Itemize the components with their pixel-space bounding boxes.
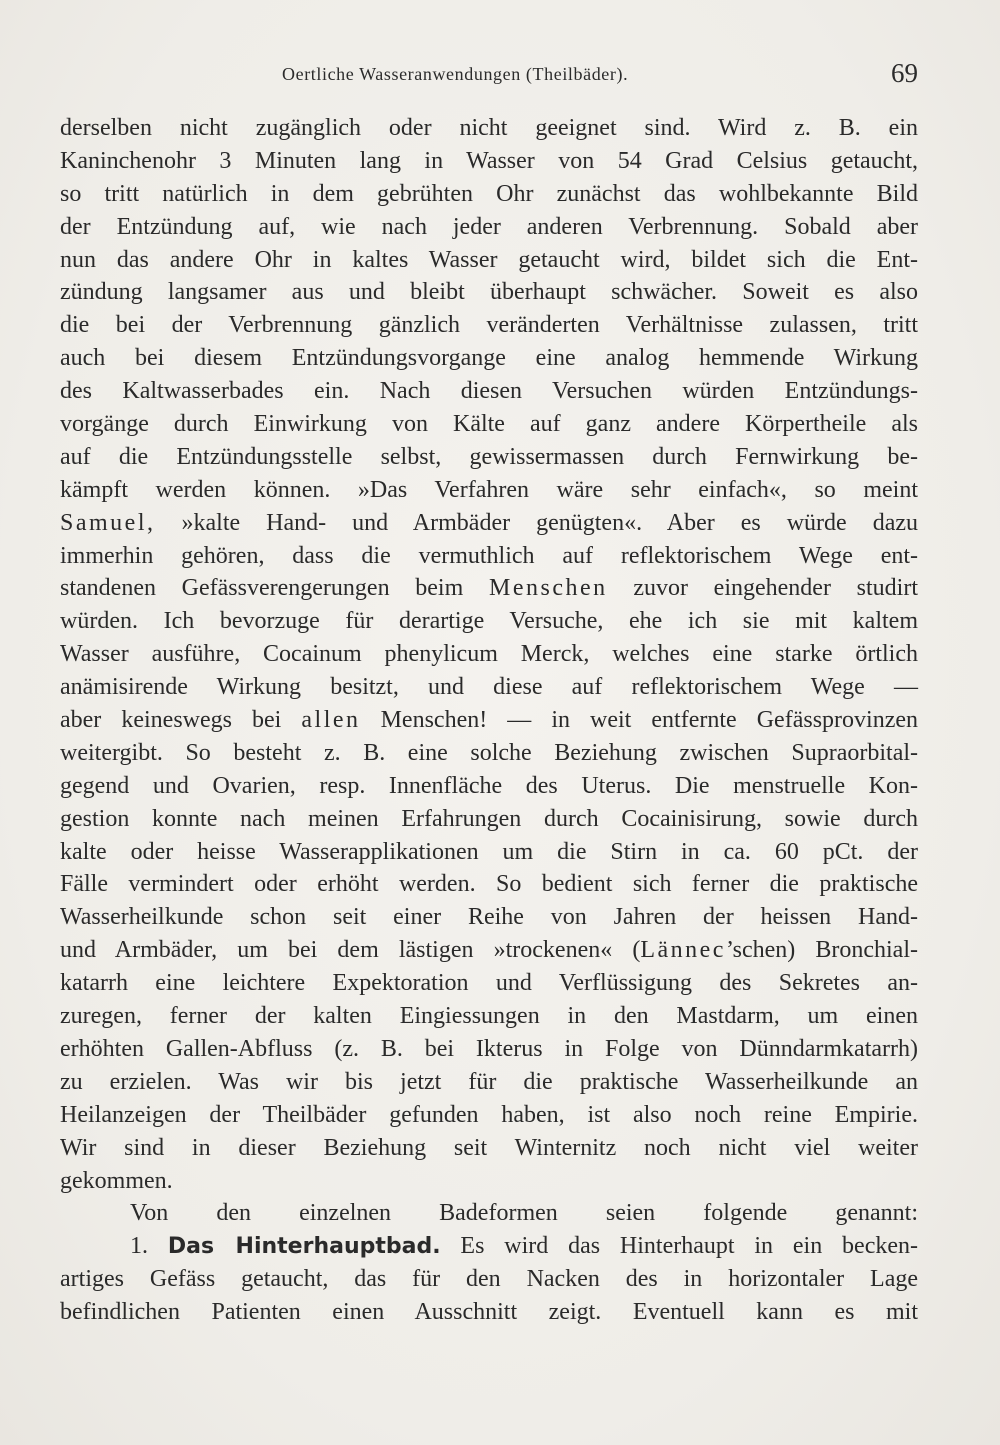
text-fragment: Es wird das Hinterhaupt in ein becken- [440, 1233, 918, 1260]
text-line [60, 507, 918, 540]
text-line: zündung langsamer aus und bleibt überhaupt schwächer. Soweit es also [60, 279, 918, 306]
item-number: 1. [130, 1233, 148, 1260]
text-line: Wasser ausführe, Cocainum phenylicum Merck, welches eine starke örtlich [60, 641, 918, 668]
text-line: Wasserheilkunde schon seit einer Reihe von Jahren der heissen Hand- [60, 904, 918, 931]
text-line: weitergibt. So besteht z. B. eine solche Beziehung zwischen Supraorbital- [60, 739, 918, 766]
text-line: der Entzündung auf, wie nach jeder anderen Verbrennung. Sobald aber [60, 213, 918, 240]
paragraph-last-line: gekommen. [60, 1167, 173, 1194]
text-line [60, 704, 918, 737]
text-line: katarrh eine leichtere Expektoration und Verflüssigung des Sekretes an- [60, 970, 918, 997]
item-title: Das Hinterhauptbad. [167, 1234, 441, 1260]
text-line: die bei der Verbrennung gänzlich veränderten Verhältnisse zulassen, tritt [60, 312, 918, 339]
list-item-heading-line [60, 1230, 918, 1263]
text-line: gestion konnte nach meinen Erfahrungen durch Cocainisirung, sowie durch [60, 805, 918, 832]
page-header [60, 58, 918, 98]
text-line: artiges Gefäss getaucht, das für den Nacken des in horizontaler Lage [60, 1266, 918, 1293]
text-line: Fälle vermindert oder erhöht werden. So bedient sich ferner die praktische [60, 871, 918, 898]
text-line: befindlichen Patienten einen Ausschnitt zeigt. Eventuell kann es mit [60, 1299, 918, 1326]
text-line: so tritt natürlich in dem gebrühten Ohr zunächst das wohlbekannte Bild [60, 180, 918, 207]
text-line: auf die Entzündungsstelle selbst, gewissermassen durch Fernwirkung be- [60, 443, 918, 470]
text-fragment: und Armbäder, um bei dem lästigen »trockenen« ( [60, 937, 641, 964]
spaced-word: allen [301, 707, 361, 734]
text-fragment: »kalte Hand- und Armbäder genügten«. Aber es würde dazu [155, 509, 918, 536]
text-line [60, 572, 918, 605]
spaced-name: Lännec [640, 937, 726, 964]
text-line: zuregen, ferner der kalten Eingiessungen in den Mastdarm, um einen [60, 1003, 918, 1030]
spaced-name: Samuel, [60, 509, 156, 536]
text-line: würden. Ich bevorzuge für derartige Versuche, ehe ich sie mit kaltem [60, 608, 918, 635]
running-title: Oertliche Wasseranwendungen (Theilbäder). [282, 64, 629, 84]
text-fragment: Menschen! — in weit entfernte Gefässprovinzen [360, 707, 918, 734]
body-text [60, 112, 918, 1329]
intro-line: Von den einzelnen Badeformen seien folgende genannt: [130, 1200, 918, 1227]
text-line: derselben nicht zugänglich oder nicht geeignet sind. Wird z. B. ein [60, 115, 918, 141]
text-line: immerhin gehören, dass die vermuthlich auf reflektorischem Wege ent- [60, 542, 918, 569]
text-line: auch bei diesem Entzündungsvorgange eine analog hemmende Wirkung [60, 345, 918, 372]
text-line: Heilanzeigen der Theilbäder gefunden haben, ist also noch reine Empirie. [60, 1101, 918, 1128]
text-line [60, 934, 918, 967]
text-line: kalte oder heisse Wasserapplikationen um die Stirn in ca. 60 pCt. der [60, 838, 918, 865]
text-line: erhöhten Gallen-Abfluss (z. B. bei Ikterus in Folge von Dünndarmkatarrh) [60, 1035, 918, 1062]
text-line: nun das andere Ohr in kaltes Wasser getaucht wird, bildet sich die Ent- [60, 246, 918, 273]
text-line: Kaninchenohr 3 Minuten lang in Wasser von 54 Grad Celsius getaucht, [60, 147, 918, 174]
text-fragment: standenen Gefässverengerungen beim [60, 575, 489, 602]
text-line: vorgänge durch Einwirkung von Kälte auf ganz andere Körpertheile als [60, 411, 918, 438]
text-line: des Kaltwasserbades ein. Nach diesen Versuchen würden Entzündungs- [60, 378, 918, 405]
text-fragment: zuvor eingehender studirt [607, 575, 918, 602]
page-number: 69 [891, 58, 918, 88]
text-line: gegend und Ovarien, resp. Innenfläche des Uterus. Die menstruelle Kon- [60, 772, 918, 799]
spaced-word: Menschen [488, 575, 608, 602]
text-fragment: aber keineswegs bei [60, 707, 302, 734]
text-line: Wir sind in dieser Beziehung seit Winternitz noch nicht viel weiter [60, 1134, 918, 1161]
text-line: anämisirende Wirkung besitzt, und diese auf reflektorischem Wege — [60, 674, 918, 701]
text-line: kämpft werden können. »Das Verfahren wäre sehr einfach«, so meint [60, 476, 918, 503]
text-line: zu erzielen. Was wir bis jetzt für die praktische Wasserheilkunde an [60, 1068, 918, 1095]
text-fragment: ’schen) Bronchial- [725, 937, 918, 964]
